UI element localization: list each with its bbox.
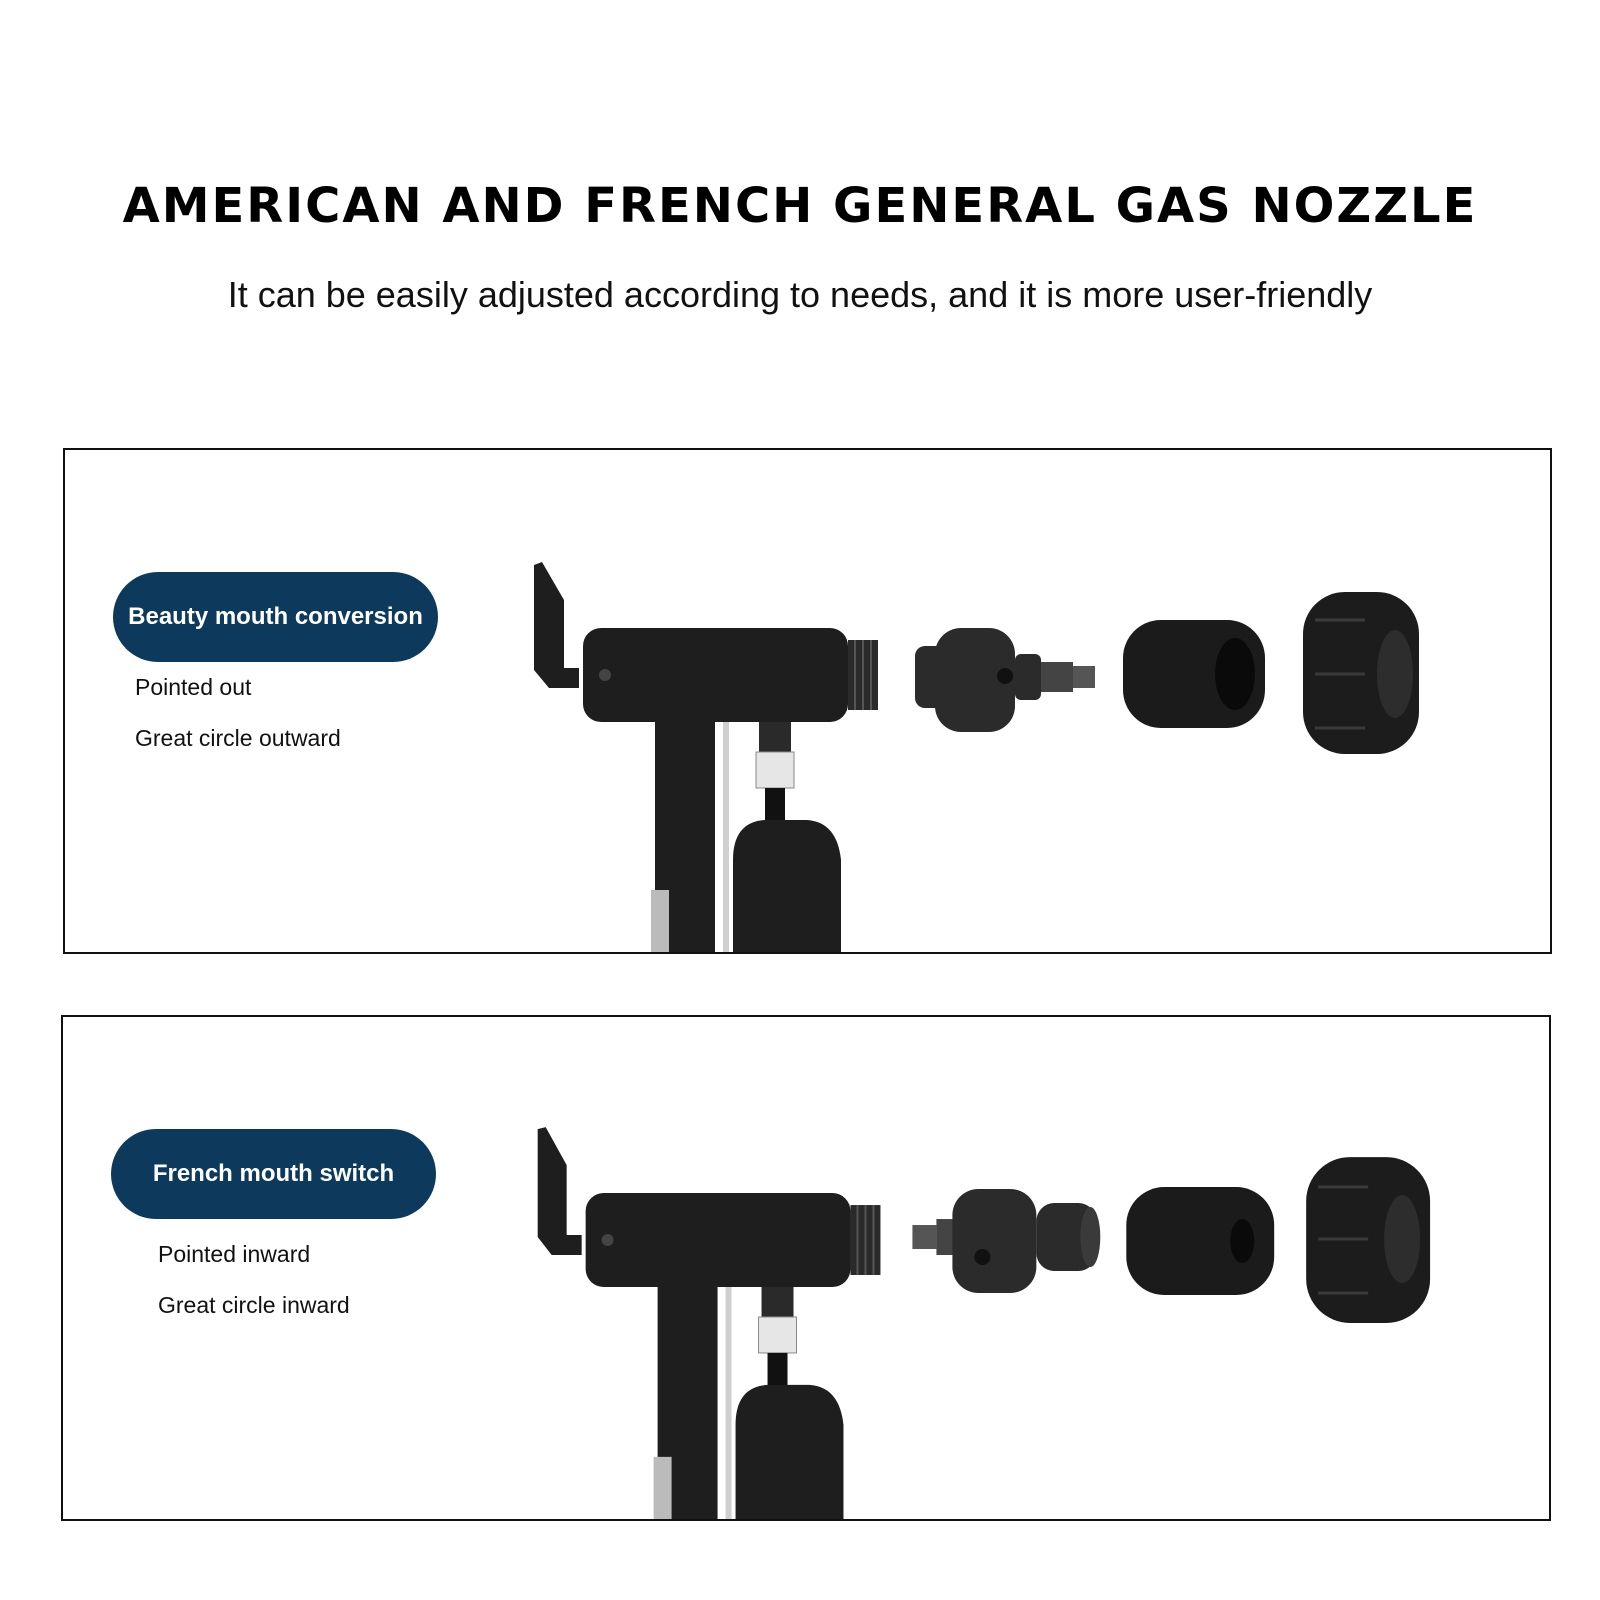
mode-label: French mouth switch: [152, 1160, 395, 1187]
mode-label: Beauty mouth conversion: [128, 603, 423, 630]
pump-head-icon: [534, 562, 878, 954]
rubber-sleeve-icon: [1126, 1187, 1274, 1295]
nozzle-cap-icon: [1303, 592, 1419, 754]
mode-note: Great circle outward: [135, 725, 341, 751]
page-title: AMERICAN AND FRENCH GENERAL GAS NOZZLE: [122, 178, 1478, 234]
conversion-panel-american: [63, 448, 1552, 954]
pump-head-icon: [538, 1127, 881, 1521]
mode-note: Great circle inward: [158, 1292, 350, 1318]
conversion-panel-french: [61, 1015, 1551, 1521]
pump-head-exploded-illustration: [63, 1017, 1551, 1521]
valve-core-icon: [915, 628, 1095, 732]
mode-note: Pointed out: [135, 674, 252, 700]
nozzle-cap-icon: [1306, 1157, 1430, 1323]
mode-note: Pointed inward: [158, 1241, 311, 1267]
pump-head-exploded-illustration: [65, 450, 1552, 954]
valve-core-icon: [912, 1189, 1100, 1293]
rubber-sleeve-icon: [1123, 620, 1265, 728]
page-subtitle: It can be easily adjusted according to needs, and it is more user-friendly: [227, 274, 1373, 315]
